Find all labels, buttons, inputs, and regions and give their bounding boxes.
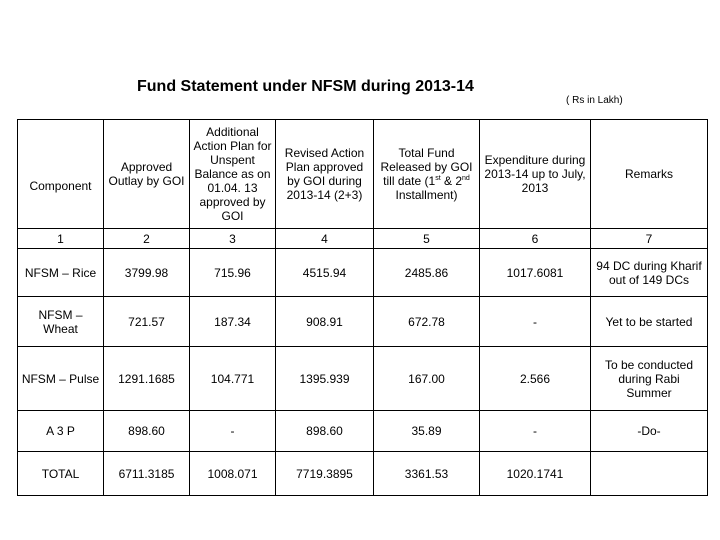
cell-component: NFSM – Wheat bbox=[18, 297, 104, 347]
cell-expenditure: 1017.6081 bbox=[480, 249, 591, 297]
cell-remarks: To be conducted during Rabi Summer bbox=[591, 347, 708, 411]
cell-revised: 898.60 bbox=[276, 411, 374, 452]
cell-component: A 3 P bbox=[18, 411, 104, 452]
col-number: 6 bbox=[480, 229, 591, 249]
col-number: 7 bbox=[591, 229, 708, 249]
column-number-row bbox=[18, 229, 708, 249]
header-component: Component bbox=[18, 120, 104, 229]
header-total-fund-released: Total Fund Released by GOI till date (1st & 2nd Installment) bbox=[374, 120, 480, 229]
cell-expenditure: - bbox=[480, 297, 591, 347]
cell-additional: - bbox=[190, 411, 276, 452]
table-row bbox=[18, 347, 708, 411]
cell-revised: 908.91 bbox=[276, 297, 374, 347]
table-row bbox=[18, 411, 708, 452]
cell-remarks bbox=[591, 452, 708, 496]
cell-additional: 715.96 bbox=[190, 249, 276, 297]
cell-approved: 721.57 bbox=[104, 297, 190, 347]
col-number: 2 bbox=[104, 229, 190, 249]
cell-additional: 187.34 bbox=[190, 297, 276, 347]
fund-statement-table bbox=[17, 119, 708, 496]
table-row bbox=[18, 297, 708, 347]
cell-released: 167.00 bbox=[374, 347, 480, 411]
col-number: 4 bbox=[276, 229, 374, 249]
cell-expenditure: - bbox=[480, 411, 591, 452]
cell-approved: 3799.98 bbox=[104, 249, 190, 297]
header-remarks: Remarks bbox=[591, 120, 708, 229]
cell-revised: 4515.94 bbox=[276, 249, 374, 297]
cell-remarks: Yet to be started bbox=[591, 297, 708, 347]
header-revised-action-plan: Revised Action Plan approved by GOI during 2013-14 (2+3) bbox=[276, 120, 374, 229]
col-number: 5 bbox=[374, 229, 480, 249]
cell-additional: 104.771 bbox=[190, 347, 276, 411]
table-row bbox=[18, 249, 708, 297]
cell-approved: 6711.3185 bbox=[104, 452, 190, 496]
table-row-total bbox=[18, 452, 708, 496]
col-number: 1 bbox=[18, 229, 104, 249]
cell-additional: 1008.071 bbox=[190, 452, 276, 496]
cell-remarks: 94 DC during Kharif out of 149 DCs bbox=[591, 249, 708, 297]
cell-component: NFSM – Pulse bbox=[18, 347, 104, 411]
cell-expenditure: 2.566 bbox=[480, 347, 591, 411]
cell-released: 3361.53 bbox=[374, 452, 480, 496]
cell-revised: 1395.939 bbox=[276, 347, 374, 411]
cell-revised: 7719.3895 bbox=[276, 452, 374, 496]
cell-released: 2485.86 bbox=[374, 249, 480, 297]
cell-expenditure: 1020.1741 bbox=[480, 452, 591, 496]
cell-released: 35.89 bbox=[374, 411, 480, 452]
header-approved-outlay: Approved Outlay by GOI bbox=[104, 120, 190, 229]
header-expenditure: Expenditure during 2013-14 up to July, 2013 bbox=[480, 120, 591, 229]
units-note: ( Rs in Lakh) bbox=[566, 95, 623, 106]
header-additional-action-plan: Additional Action Plan for Unspent Balance as on 01.04. 13 approved by GOI bbox=[190, 120, 276, 229]
cell-approved: 898.60 bbox=[104, 411, 190, 452]
cell-released: 672.78 bbox=[374, 297, 480, 347]
col-number: 3 bbox=[190, 229, 276, 249]
page-title: Fund Statement under NFSM during 2013-14 bbox=[137, 78, 474, 95]
header-row bbox=[18, 120, 708, 229]
cell-component: NFSM – Rice bbox=[18, 249, 104, 297]
cell-approved: 1291.1685 bbox=[104, 347, 190, 411]
cell-component: TOTAL bbox=[18, 452, 104, 496]
cell-remarks: -Do- bbox=[591, 411, 708, 452]
